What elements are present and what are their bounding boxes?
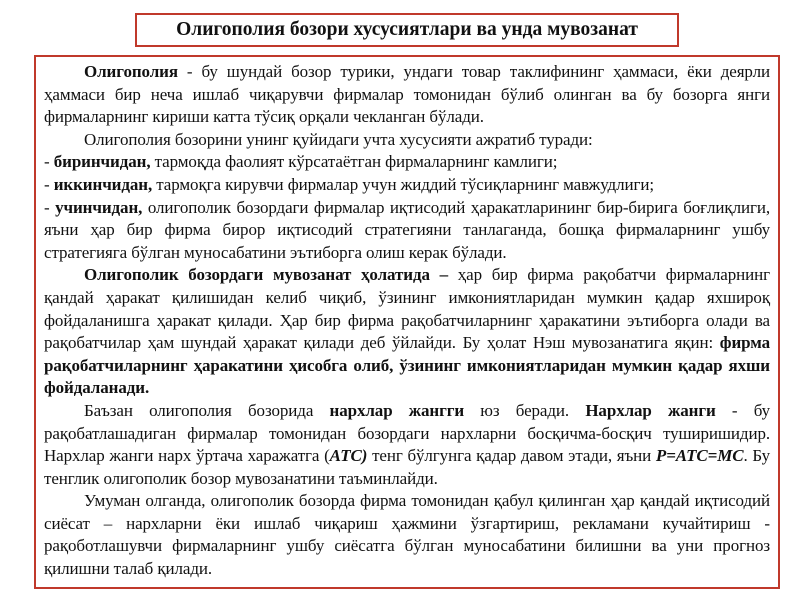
equilibrium-text: ҳар бир фирма рақобатчи фирмаларнинг қандай ҳаракат қилишидан келиб чиқиб, ўзининг имкониятларидан мумкин қадар яхшироқ фойдаланишга ҳаракат қилади. Ҳар бир фирма рақобатчиларнинг ҳаракатини эътиборга олади ва рақобатчилар ҳам шундай ҳаракат қилади деб ўйлайди. Бу ҳолат Нэш мувозанатига яқин: [44,265,770,353]
list-dash: - [44,152,54,172]
features-intro-text: Олигополия бозорини унинг қуйидаги учта хусусияти ажратиб туради: [84,129,593,149]
definition-text: - бу шундай бозор турики, ундаги товар таклифининг ҳаммаси, ёки деярли ҳаммаси бир неча ишлаб чиқарувчи фирмалар томонидан бўлиб олинган ва бу бозорга янги фирмаларнинг кириши катта тўсиқ орқали чекланган бўлади. [44,62,770,127]
term-price-war-2: Нархлар жанги [585,400,716,420]
paragraph-features-intro [44,129,770,152]
price-war-text-4: тенг бўлгунга қадар давом этади, яъни [367,446,656,466]
conclusion-text: Умуман олганда, олигополик бозорда фирма томонидан қабул қилинган ҳар қандай иқтисодий сиёсат – нархларни ёки ишлаб чиқариш ҳажмини ўзгартириш, рекламани кучайтириш - рақоботлашувчи фирмаларнинг ушбу сиёсатга бўлган муносабатини билишни ва уни прогноз қилишни талаб қилади. [44,491,770,579]
list-item-third [44,197,770,265]
page-title [135,13,679,47]
paragraph-equilibrium [44,264,770,400]
price-war-text-3: - бу рақобатлашадиган фирмалар томонидан бозордаги нархларни босқичма-босқич туширишидир. Нархлар жанги нарх ўртача харажатга ( [44,400,771,466]
third-text: олигополик бозордаги фирмалар иқтисодий ҳаракатларининг бир-бирига боғлиқлиги, яъни ҳар бир фирма бирор иқтисодий стратегияни танлаганда, бошқа фирмаларнинг ушбу стратегияга бўлган муносабатини эътиборга олиш керак бўлади. [44,197,770,262]
list-dash: - [44,174,54,194]
paragraph-definition [44,61,770,129]
nash-end: . [144,378,150,398]
second-text: тармоқга кирувчи фирмалар учун жиддий тўсиқларнинг мавжудлиги; [152,174,654,194]
term-first: биринчидан, [53,152,151,172]
formula: P=ATC=MC [655,446,744,466]
list-item-first [44,151,770,174]
nash-emphasis: фирма рақобатчиларнинг ҳаракатини ҳисобга олиб, ўзининг имкониятларидан мумкин қадар яхши фойдаланади [44,333,770,398]
term-equilibrium: Олигополик бозордаги мувозанат ҳолатида – [84,265,448,285]
first-text: тармоқда фаолият кўрсатаётган фирмаларнинг камлиги; [150,152,558,172]
term-oligopoly: Олигополия [84,62,178,81]
paragraph-price-war [44,400,770,490]
content-panel [34,55,780,589]
term-price-war-1: нархлар жангги [329,400,465,420]
price-war-text-5: . Бу тенглик олигополик бозор мувозанатини таъминлайди. [44,446,770,488]
price-war-text-2: юз беради. [464,400,586,420]
list-item-second [44,174,770,197]
list-dash: - [44,197,56,217]
page-title-text: Олигополия бозори хусусиятлари ва унда мувозанат [176,19,638,40]
price-war-text-1: Баъзан олигополия бозорида [84,400,330,420]
paragraph-conclusion [44,490,770,580]
term-second: иккинчидан, [53,174,153,194]
term-third: учинчидан, [55,197,143,217]
atc-term: АТС) [329,446,368,466]
